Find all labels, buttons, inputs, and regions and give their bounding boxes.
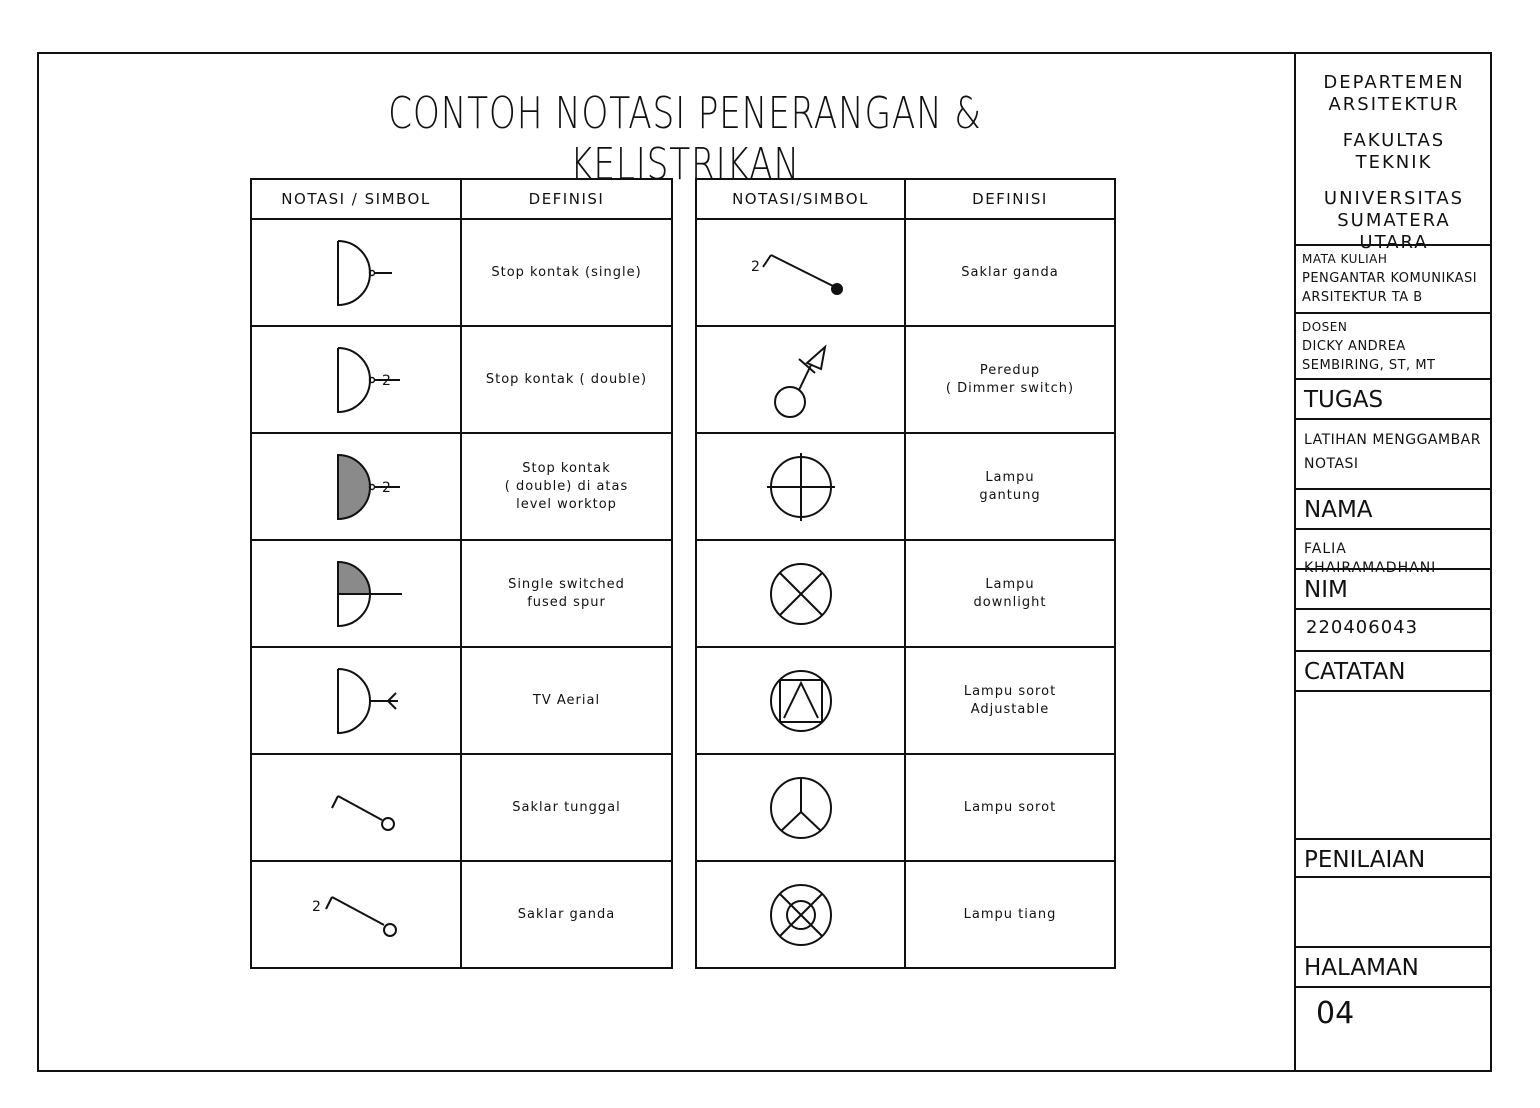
header-definition: DEFINISI [461, 179, 672, 219]
penilaian-area [1296, 878, 1492, 948]
dimmer-switch-icon [741, 337, 861, 423]
penilaian-label: PENILAIAN [1296, 840, 1492, 878]
page-title: CONTOH NOTASI PENERANGAN & KELISTRIKAN [388, 88, 982, 190]
table-row [251, 861, 672, 968]
definition-cell: Lampu sorot [905, 754, 1115, 861]
table-row [696, 326, 1115, 433]
dosen-label: DOSEN [1302, 320, 1348, 334]
saklar-ganda-icon [296, 875, 416, 955]
stop-kontak-worktop-icon [296, 447, 416, 527]
nama-value: FALIA KHAIRAMADHANI [1296, 530, 1492, 570]
lampu-downlight-icon [741, 554, 861, 634]
title-block [1294, 52, 1492, 1072]
mata-kuliah-cell [1296, 246, 1492, 314]
faculty-line2: TEKNIK [1355, 152, 1433, 173]
tugas-value: LATIHAN MENGGAMBAR NOTASI [1296, 420, 1492, 490]
header-symbol: NOTASI / SIMBOL [251, 179, 461, 219]
table-row [251, 433, 672, 540]
notation-table-left [250, 178, 673, 969]
table-row [696, 219, 1115, 326]
table-row [696, 540, 1115, 647]
halaman-value: 04 [1316, 996, 1355, 1031]
definition-cell: TV Aerial [461, 647, 672, 754]
tv-aerial-icon [296, 661, 416, 741]
table-header-row [696, 179, 1115, 219]
stop-kontak-single-icon [296, 233, 416, 313]
double-label: 2 [382, 372, 391, 389]
table-row [251, 754, 672, 861]
definition-cell: Stop kontak (single) [461, 219, 672, 326]
lampu-sorot-icon [741, 768, 861, 848]
table-row [696, 647, 1115, 754]
mata-kuliah-value: PENGANTAR KOMUNIKASI ARSITEKTUR TA B [1302, 271, 1478, 305]
table-row [251, 326, 672, 433]
double-label: 2 [382, 479, 391, 496]
saklar-ganda-filled-icon [741, 233, 861, 313]
table-header-row [251, 179, 672, 219]
definition-cell: Saklar tunggal [461, 754, 672, 861]
university-line3: UTARA [1359, 232, 1429, 253]
catatan-label: CATATAN [1296, 652, 1492, 692]
definition-cell: Lampu gantung [905, 433, 1115, 540]
faculty-line1: FAKULTAS [1342, 130, 1446, 151]
catatan-area [1296, 692, 1492, 840]
double-label: 2 [312, 898, 321, 915]
mata-kuliah-label: MATA KULIAH [1302, 252, 1388, 266]
institution-block [1296, 52, 1492, 253]
dosen-cell [1296, 314, 1492, 380]
definition-cell: Stop kontak ( double) di atas level worktop [461, 433, 672, 540]
dosen-value: DICKY ANDREA SEMBIRING, ST, MT [1302, 339, 1436, 373]
tugas-label: TUGAS [1296, 380, 1492, 420]
definition-cell: Stop kontak ( double) [461, 326, 672, 433]
university-line1: UNIVERSITAS [1323, 188, 1465, 209]
definition-cell: Saklar ganda [461, 861, 672, 968]
dept-line2: ARSITEKTUR [1328, 94, 1460, 115]
halaman-label: HALAMAN [1296, 948, 1492, 988]
saklar-tunggal-icon [296, 768, 416, 848]
definition-cell: Lampu downlight [905, 540, 1115, 647]
fused-spur-icon [296, 554, 416, 634]
header-definition: DEFINISI [905, 179, 1115, 219]
table-row [696, 861, 1115, 968]
definition-cell: Single switched fused spur [461, 540, 672, 647]
definition-cell: Saklar ganda [905, 219, 1115, 326]
stop-kontak-double-icon [296, 340, 416, 420]
lampu-gantung-icon [741, 447, 861, 527]
header-symbol: NOTASI/SIMBOL [696, 179, 905, 219]
lampu-tiang-icon [741, 875, 861, 955]
nim-value: 220406043 [1296, 610, 1492, 652]
dept-line1: DEPARTEMEN [1323, 72, 1465, 93]
table-row [251, 219, 672, 326]
definition-cell: Lampu tiang [905, 861, 1115, 968]
definition-cell: Lampu sorot Adjustable [905, 647, 1115, 754]
notation-table-right [695, 178, 1116, 969]
table-row [251, 540, 672, 647]
double-label: 2 [750, 258, 760, 275]
table-row [251, 647, 672, 754]
lampu-sorot-adjustable-icon [741, 661, 861, 741]
university-line2: SUMATERA [1337, 210, 1451, 231]
table-row [696, 433, 1115, 540]
nama-label: NAMA [1296, 490, 1492, 530]
definition-cell: Peredup ( Dimmer switch) [905, 326, 1115, 433]
table-row [696, 754, 1115, 861]
nim-label: NIM [1296, 570, 1492, 610]
